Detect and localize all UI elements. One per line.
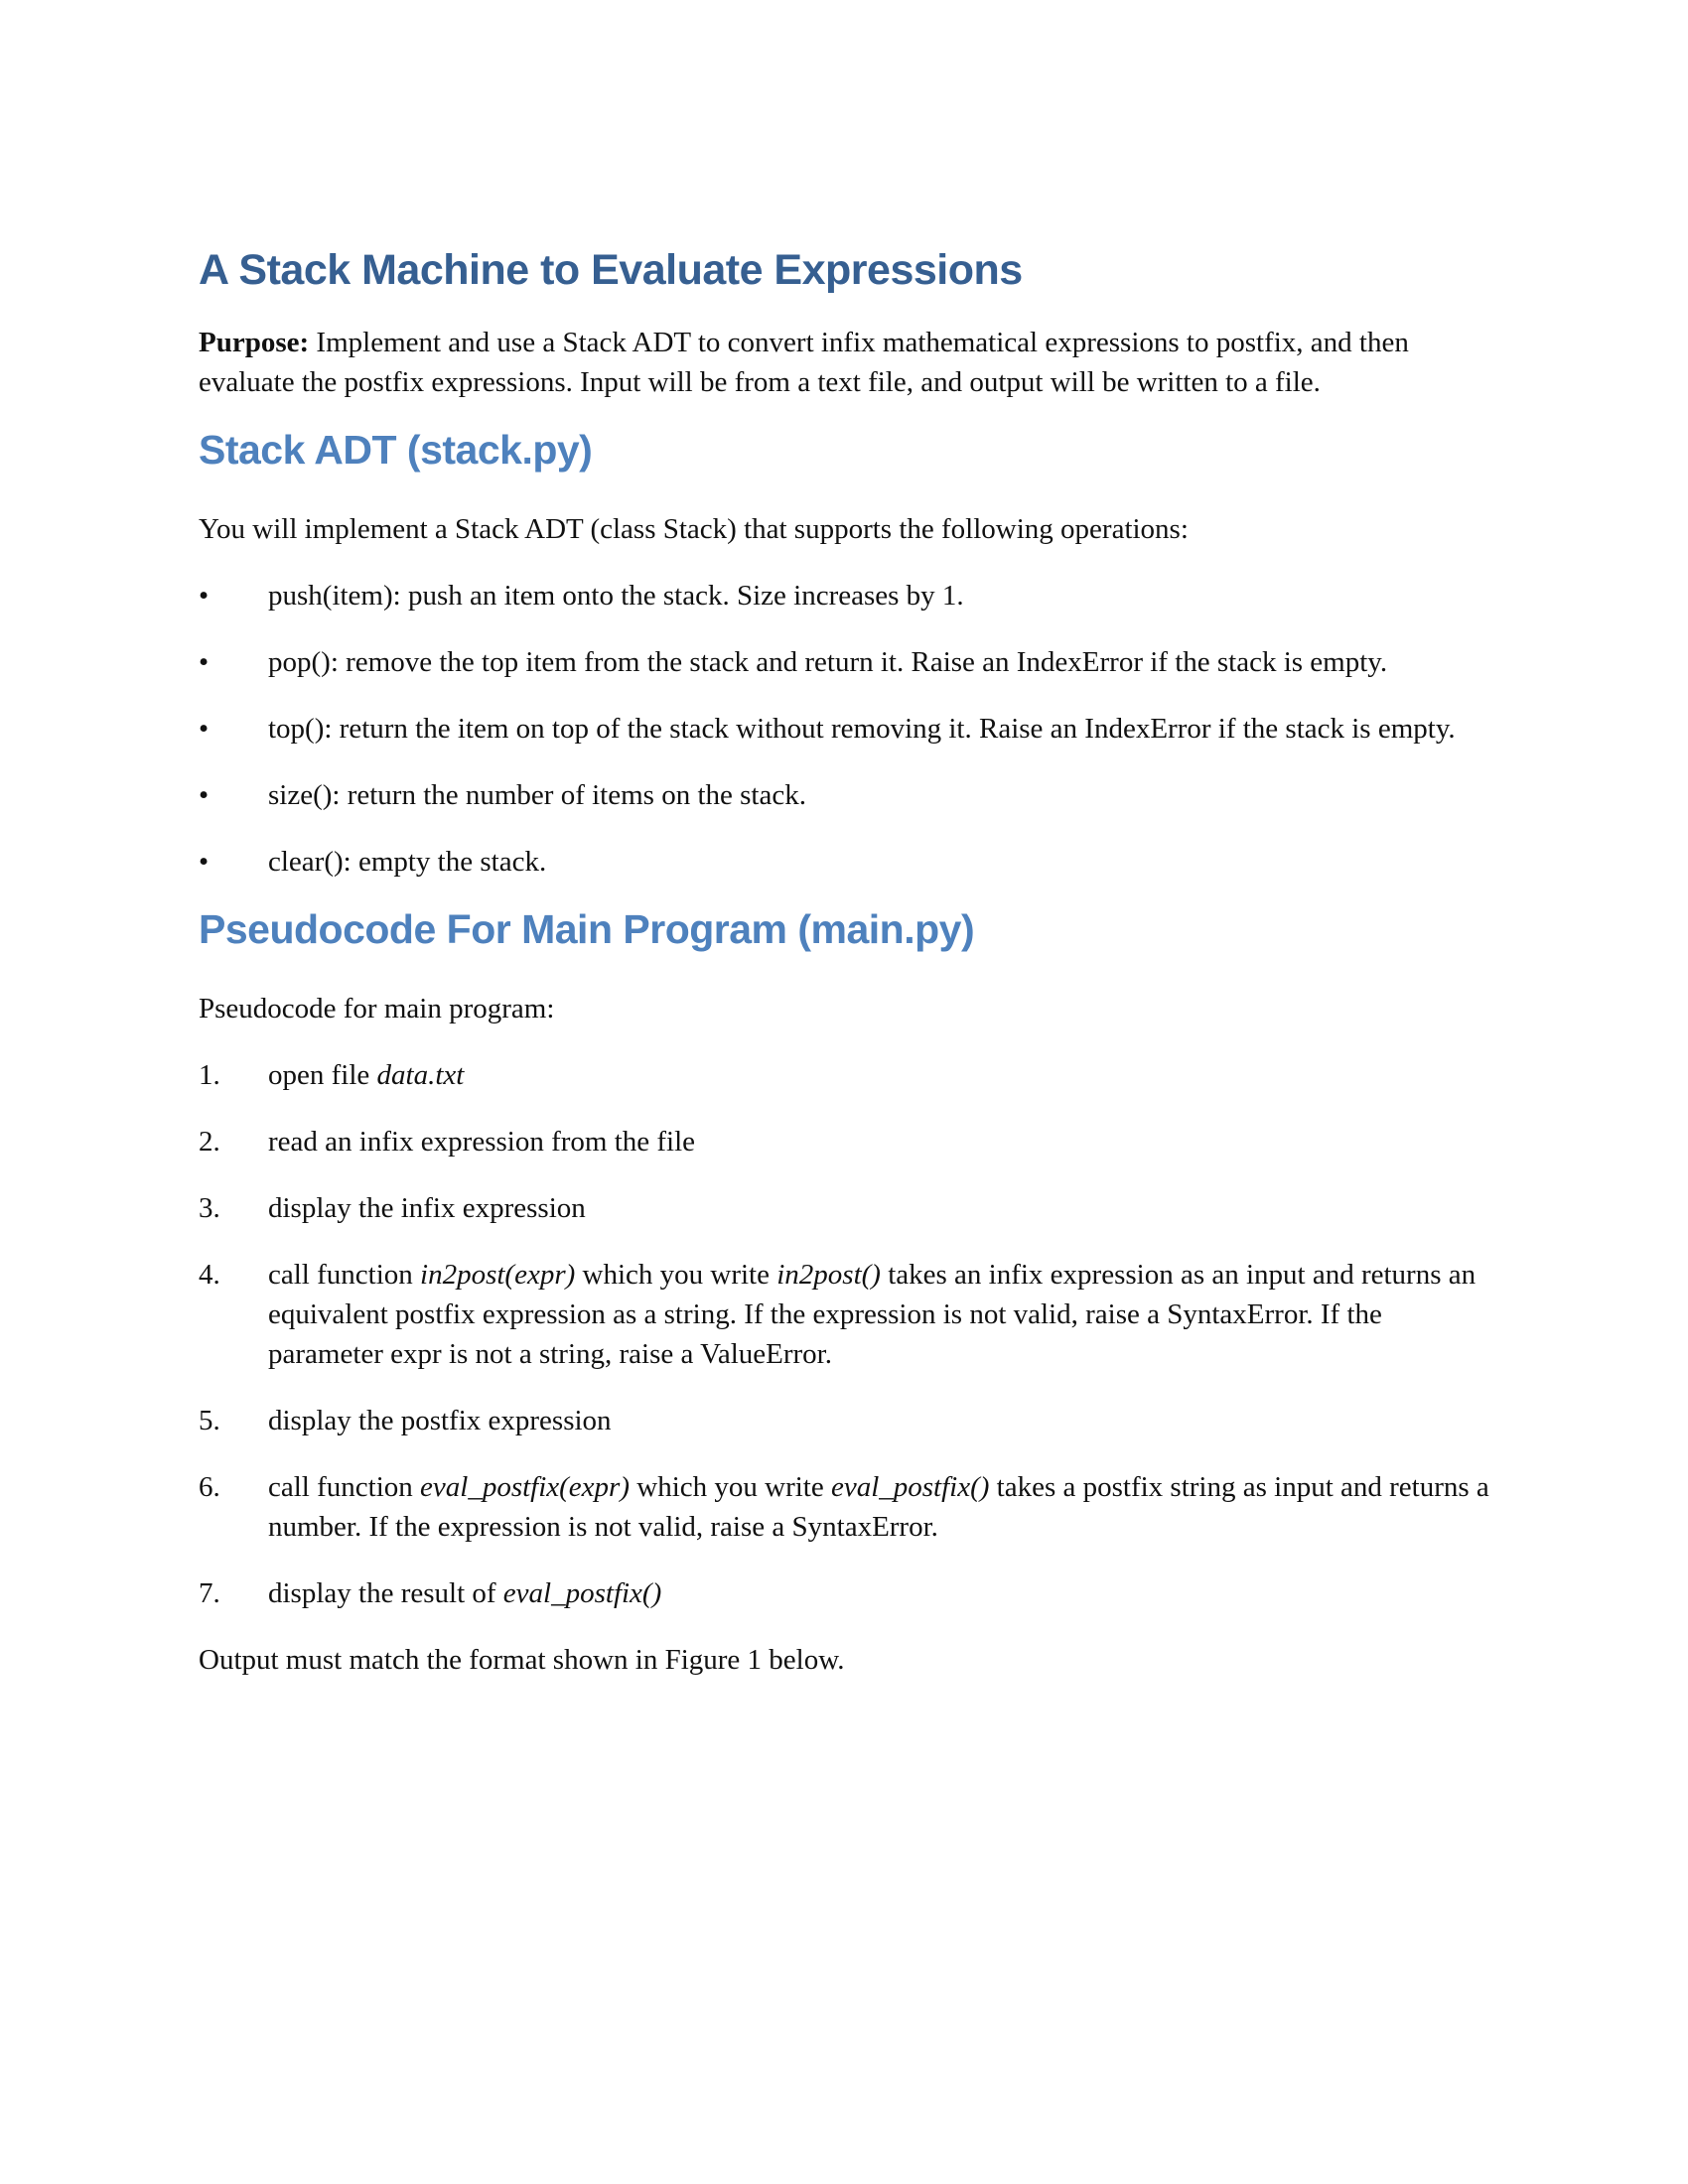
bullet-icon: • <box>199 779 210 812</box>
section-heading-stack-adt: Stack ADT (stack.py) <box>199 427 593 474</box>
list-item-text: display the infix expression <box>268 1192 586 1225</box>
bullet-list-item <box>199 576 1489 615</box>
purpose-text: Implement and use a Stack ADT to convert infix mathematical expressions to postfix, and then evaluate the postfix expressions. Input will be from a text file, and output will be written to a file. <box>199 327 1409 399</box>
list-item-text: pop(): remove the top item from the stack and return it. Raise an IndexError if the stack is empty. <box>268 646 1388 679</box>
purpose-label: Purpose: <box>199 327 310 359</box>
numbered-list-item <box>199 1401 1489 1440</box>
bullet-list-item <box>199 775 1489 815</box>
list-item-text: open file data.txt <box>268 1059 465 1092</box>
list-item-number: 1. <box>199 1059 220 1092</box>
list-item-number: 5. <box>199 1405 220 1437</box>
list-item-text: size(): return the number of items on the stack. <box>268 779 806 812</box>
purpose-paragraph <box>199 323 1489 402</box>
stack-section-intro: You will implement a Stack ADT (class Stack) that supports the following operations: <box>199 513 1189 546</box>
list-item-text: call function eval_postfix(expr) which you write eval_postfix() takes a postfix string as input and returns a number. If the expression is not valid, raise a SyntaxError. <box>268 1471 1489 1544</box>
list-item-text: call function in2post(expr) which you write in2post() takes an infix expression as an input and returns an equivalent postfix expression as a string. If the expression is not valid, raise a SyntaxError. If the parameter expr is not a string, raise a ValueError. <box>268 1259 1477 1371</box>
numbered-list-item <box>199 1055 1489 1095</box>
list-item-number: 2. <box>199 1126 220 1159</box>
bullet-icon: • <box>199 846 210 879</box>
output-format-note: Output must match the format shown in Figure 1 below. <box>199 1644 845 1677</box>
main-section-intro: Pseudocode for main program: <box>199 993 555 1025</box>
bullet-list-item <box>199 842 1489 882</box>
list-item-text: display the result of eval_postfix() <box>268 1577 662 1610</box>
list-item-number: 3. <box>199 1192 220 1225</box>
list-item-number: 7. <box>199 1577 220 1610</box>
bullet-icon: • <box>199 713 210 746</box>
bullet-icon: • <box>199 646 210 679</box>
numbered-list-item <box>199 1122 1489 1161</box>
document-title: A Stack Machine to Evaluate Expressions <box>199 246 1023 294</box>
numbered-list-item <box>199 1573 1489 1613</box>
bullet-list-item <box>199 642 1489 682</box>
stack-operations-bullet-list <box>199 576 1489 882</box>
list-item-text: read an infix expression from the file <box>268 1126 696 1159</box>
bullet-list-item <box>199 709 1489 749</box>
bullet-icon: • <box>199 580 210 613</box>
list-item-text: push(item): push an item onto the stack. Size increases by 1. <box>268 580 964 613</box>
list-item-text: clear(): empty the stack. <box>268 846 547 879</box>
main-program-numbered-list <box>199 1055 1489 1613</box>
list-item-number: 4. <box>199 1259 220 1292</box>
numbered-list-item <box>199 1188 1489 1228</box>
list-item-text: top(): return the item on top of the stack without removing it. Raise an IndexError if the stack is empty. <box>268 713 1456 746</box>
list-item-number: 6. <box>199 1471 220 1504</box>
section-heading-main-program: Pseudocode For Main Program (main.py) <box>199 906 975 953</box>
numbered-list-item <box>199 1467 1489 1547</box>
list-item-text: display the postfix expression <box>268 1405 612 1437</box>
numbered-list-item <box>199 1255 1489 1374</box>
